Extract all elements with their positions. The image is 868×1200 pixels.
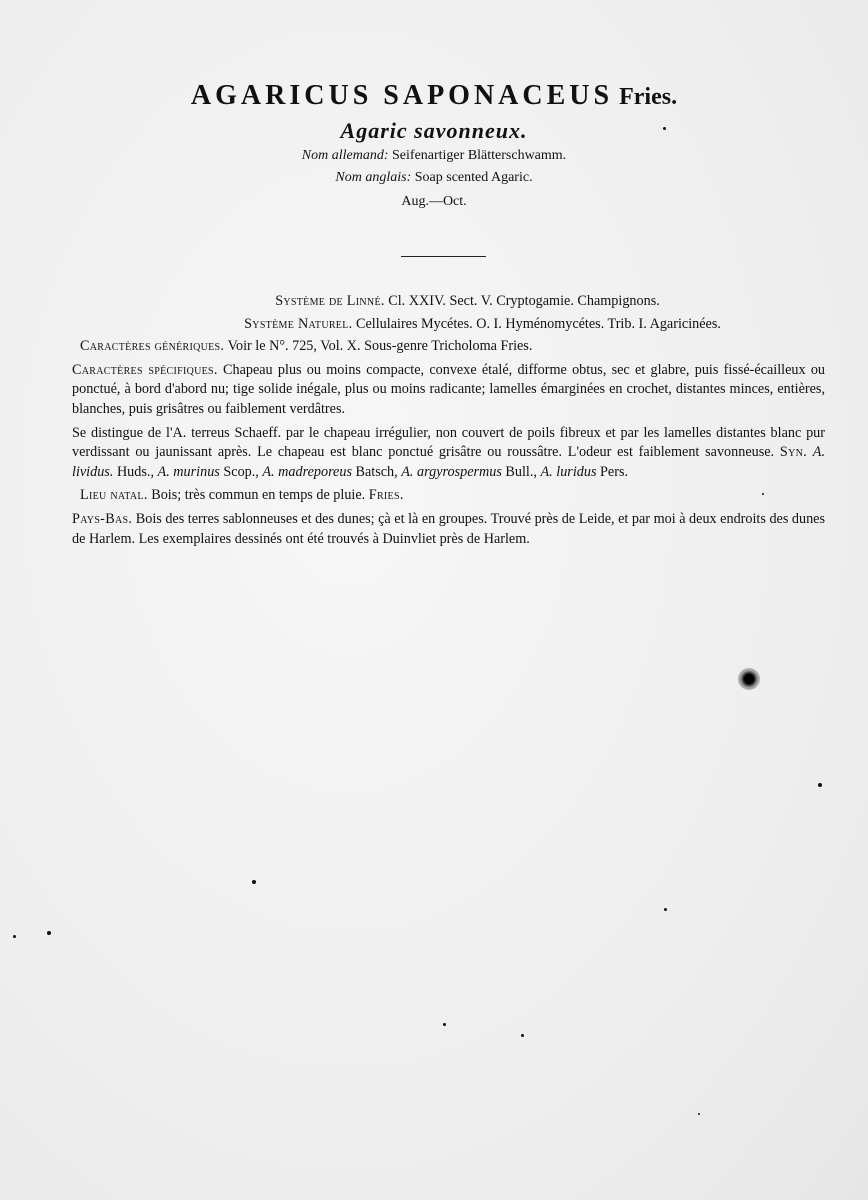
english-name-line <box>0 167 868 189</box>
paper-speck <box>252 880 256 884</box>
french-name: Agaric savonneux. <box>340 118 528 143</box>
synonym-author: Batsch, <box>355 463 398 480</box>
paper-speck <box>698 1113 700 1115</box>
paysbas-text: Bois des terres sablonneuses et des dunes; çà et là en groupes. Trouvé près de Leide, et par moi à deux endroits des dunes de Harlem. Les exemplaires dessinés ont été trouvés à Duinvliet près de Harlem. <box>72 510 826 547</box>
paper-speck <box>663 127 666 130</box>
lieu-text: Bois; très commun en temps de pluie. <box>151 487 366 504</box>
species-author: Fries. <box>619 84 678 110</box>
paysbas-paragraph <box>72 510 825 549</box>
paysbas-label: Pays-Bas. <box>72 510 133 527</box>
naturel-label: Système Naturel. <box>244 315 353 332</box>
german-name-line <box>0 145 868 167</box>
paper-speck <box>664 908 667 911</box>
paper-speck <box>47 931 51 935</box>
english-name: Soap scented Agaric. <box>414 170 533 185</box>
generiques-paragraph <box>80 337 825 357</box>
paper-speck <box>521 1034 524 1037</box>
page-header <box>0 76 868 213</box>
linne-paragraph <box>80 292 825 312</box>
syn-label: Syn. <box>779 444 807 461</box>
linne-label: Système de Linné. <box>275 293 385 309</box>
synonym-name: A. murinus <box>157 463 220 480</box>
synonym-author: Huds., <box>116 463 154 480</box>
english-label: Nom anglais: <box>335 170 412 185</box>
paper-speck <box>738 668 760 690</box>
distingue-text: Se distingue de l'A. terreus Schaeff. par le chapeau irrégulier, non couvert de poils fibreux et par les lamelles distantes blanc pur verdissant ou jaunissant après. Le chapeau est blanc ponctué grisâtre ou roussâtre. L'odeur est faiblement savonneuse. <box>72 424 825 461</box>
description-body <box>72 292 826 552</box>
paper-speck <box>443 1023 446 1026</box>
synonym-name: A. madreporeus <box>262 463 352 480</box>
species-name: AGARICUS SAPONACEUS <box>190 80 614 111</box>
generiques-label: Caractères génériques. <box>80 338 225 355</box>
synonym-author: Bull., <box>505 463 537 480</box>
german-label: Nom allemand: <box>301 148 389 163</box>
paper-speck <box>762 493 764 495</box>
species-title <box>0 76 868 117</box>
header-divider <box>401 256 486 257</box>
specifiques-paragraph <box>72 361 825 420</box>
generiques-text: Voir le N°. 725, Vol. X. Sous-genre Tricholoma Fries. <box>227 338 533 355</box>
distingue-paragraph <box>72 424 825 483</box>
specifiques-label: Caractères spécifiques. <box>72 361 218 378</box>
lieu-paragraph <box>80 486 825 506</box>
german-name: Seifenartiger Blätterschwamm. <box>392 148 567 163</box>
naturel-text: Cellulaires Mycétes. O. I. Hyménomycétes. Trib. I. Agaricinées. <box>356 315 721 332</box>
paper-speck <box>13 935 16 938</box>
naturel-paragraph <box>80 315 825 335</box>
synonym-author: Pers. <box>600 463 629 480</box>
synonym-name: A. lividus. <box>72 444 825 480</box>
season: Aug.—Oct. <box>401 194 467 209</box>
synonym-name: A. argyrospermus <box>401 463 502 480</box>
synonym-author: Scop., <box>223 463 259 480</box>
specifiques-text: Chapeau plus ou moins compacte, convexe étalé, difforme obtus, sec et glabre, puis fissé-écailleux ou ponctué, à bord d'abord nu; tige solide inégale, plus ou moins radicante; lamelles émarginées en crochet, distantes minces, entières, blanches, puis grisâtres ou faiblement verdâtres. <box>72 361 826 417</box>
lieu-label: Lieu natal. <box>80 487 148 504</box>
paper-speck <box>818 783 822 787</box>
synonym-name: A. luridus <box>540 463 597 480</box>
lieu-source: Fries. <box>368 487 404 504</box>
linne-text: Cl. XXIV. Sect. V. Cryptogamie. Champignons. <box>388 293 660 309</box>
